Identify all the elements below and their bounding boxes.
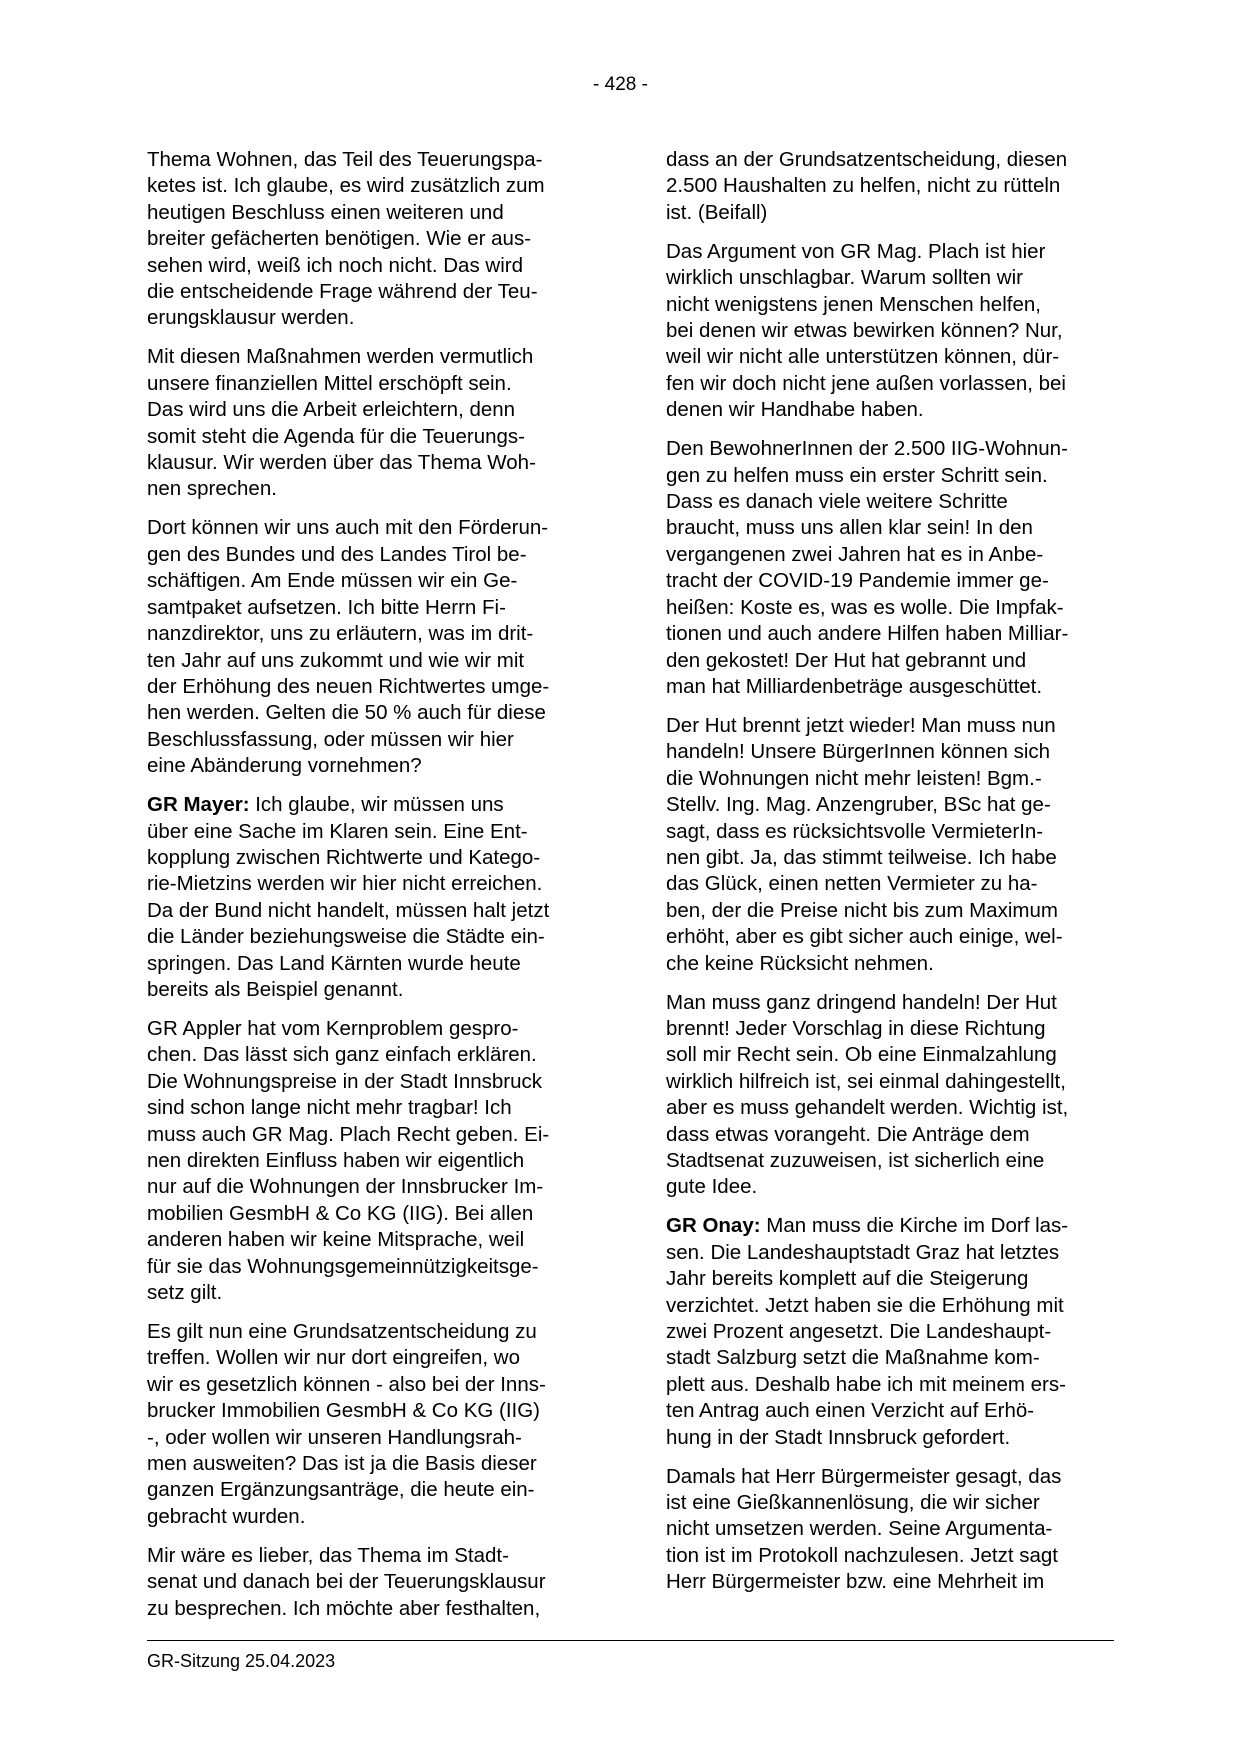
text-line: Dort können wir uns auch mit den Förderun- (147, 516, 549, 540)
text-line: Damals hat Herr Bürgermeister gesagt, das (666, 1464, 1062, 1488)
text-line: nen sprechen. (147, 477, 277, 501)
text-line: verzichtet. Jetzt haben sie die Erhöhung mit (666, 1293, 1064, 1317)
text-line: kopplung zwischen Richtwerte und Katego- (147, 845, 541, 869)
text-line: erungsklausur werden. (147, 306, 355, 330)
text-line: stadt Salzburg setzt die Maßnahme kom- (666, 1346, 1040, 1370)
paragraph (666, 239, 1129, 424)
text-line: zwei Prozent angesetzt. Die Landeshaupt- (666, 1320, 1052, 1344)
text-line: zu besprechen. Ich möchte aber festhalten, (147, 1596, 541, 1620)
text-line: tion ist im Protokoll nachzulesen. Jetzt sagt (666, 1543, 1058, 1567)
text-line: Es gilt nun eine Grundsatzentscheidung zu (147, 1320, 537, 1344)
text-line: senat und danach bei der Teuerungsklausur (147, 1570, 546, 1594)
text-line: nicht wenigstens jenen Menschen helfen, (666, 292, 1041, 316)
text-line: mobilien GesmbH & Co KG (IIG). Bei allen (147, 1201, 534, 1225)
footer-session-date: GR-Sitzung 25.04.2023 (147, 1651, 336, 1671)
text-line: Das wird uns die Arbeit erleichtern, denn (147, 398, 516, 422)
text-line: ben, der die Preise nicht bis zum Maximum (666, 898, 1058, 922)
paragraph (666, 1464, 1129, 1596)
text-line: Den BewohnerInnen der 2.500 IIG-Wohnun- (666, 437, 1068, 461)
text-line: samtpaket aufsetzen. Ich bitte Herrn Fi- (147, 595, 506, 619)
text-line: Herr Bürgermeister bzw. eine Mehrheit im (666, 1570, 1045, 1594)
text-line: -, oder wollen wir unseren Handlungsrah- (147, 1425, 522, 1449)
text-line: heutigen Beschluss einen weiteren und (147, 200, 504, 224)
text-line: dass an der Grundsatzentscheidung, diesen (666, 148, 1068, 171)
text-line: Mit diesen Maßnahmen werden vermutlich (147, 345, 534, 369)
text-line: chen. Das lässt sich ganz einfach erklären. (147, 1043, 537, 1067)
text-line: treffen. Wollen wir nur dort eingreifen, wo (147, 1346, 520, 1370)
text-line: unsere finanziellen Mittel erschöpft sein. (147, 371, 512, 395)
text-line: men ausweiten? Das ist ja die Basis dieser (147, 1452, 537, 1476)
text-line: wirklich unschlagbar. Warum sollten wir (666, 266, 1023, 290)
text-line: ist. (Beifall) (666, 200, 768, 224)
paragraph (147, 147, 610, 332)
text-line: soll mir Recht sein. Ob eine Einmalzahlung (666, 1043, 1057, 1067)
text-line: man hat Milliardenbeträge ausgeschüttet. (666, 674, 1043, 698)
text-line: Die Wohnungspreise in der Stadt Innsbruck (147, 1069, 543, 1093)
page-number: - 428 - (593, 74, 648, 95)
text-line: für sie das Wohnungsgemeinnützigkeitsge- (147, 1254, 539, 1278)
text-line: dass etwas vorangeht. Die Anträge dem (666, 1122, 1030, 1146)
text-line: braucht, muss uns allen klar sein! In den (666, 516, 1033, 540)
text-line: wirklich hilfreich ist, sei einmal dahingestellt, (666, 1069, 1066, 1093)
footer-divider (147, 1640, 1114, 1641)
text-line: ganzen Ergänzungsanträge, die heute ein- (147, 1478, 535, 1502)
text-line: klausur. Wir werden über das Thema Woh- (147, 451, 536, 475)
text-line: fen wir doch nicht jene außen vorlassen, bei (666, 371, 1066, 395)
text-line: gute Idee. (666, 1175, 758, 1199)
text-line: sind schon lange nicht mehr tragbar! Ich (147, 1096, 512, 1120)
text-line: Man muss ganz dringend handeln! Der Hut (666, 990, 1057, 1014)
text-line: brucker Immobilien GesmbH & Co KG (IIG) (147, 1399, 541, 1423)
text-line: nen direkten Einfluss haben wir eigentlich (147, 1149, 525, 1172)
text-line: nur auf die Wohnungen der Innsbrucker Im- (147, 1175, 544, 1199)
text-line: plett aus. Deshalb habe ich mit meinem ers- (666, 1372, 1066, 1396)
paragraph (147, 792, 610, 1003)
text-line: wir es gesetzlich können - also bei der Inns- (147, 1372, 546, 1396)
text-line: nicht umsetzen werden. Seine Argumenta- (666, 1517, 1053, 1541)
text-line: nen gibt. Ja, das stimmt teilweise. Ich habe (666, 845, 1057, 869)
text-line: springen. Das Land Kärnten wurde heute (147, 951, 521, 975)
text-line: Dass es danach viele weitere Schritte (666, 490, 1008, 514)
text-line: anderen haben wir keine Mitsprache, weil (147, 1228, 525, 1252)
text-line: Jahr bereits komplett auf die Steigerung (666, 1267, 1029, 1291)
text-line (666, 1213, 1129, 1239)
text-line: schäftigen. Am Ende müssen wir ein Ge- (147, 569, 518, 593)
text-line: hen werden. Gelten die 50 % auch für diese (147, 701, 546, 725)
text-line: Thema Wohnen, das Teil des Teuerungspa- (147, 148, 543, 171)
paragraph (147, 1543, 610, 1622)
text-line: tracht der COVID-19 Pandemie immer ge- (666, 569, 1049, 593)
text-line: rie-Mietzins werden wir hier nicht erreichen. (147, 872, 543, 896)
text-line: gen zu helfen muss ein erster Schritt sein. (666, 463, 1048, 487)
text-line: vergangenen zwei Jahren hat es in Anbe- (666, 542, 1044, 566)
text-line: die Länder beziehungsweise die Städte ein- (147, 925, 545, 949)
speech-text: Ich glaube, wir müssen uns (249, 793, 504, 817)
paragraph (666, 713, 1129, 977)
text-line: den gekostet! Der Hut hat gebrannt und (666, 648, 1027, 672)
text-line: Da der Bund nicht handelt, müssen halt jetzt (147, 898, 550, 922)
text-line: das Glück, einen netten Vermieter zu ha- (666, 872, 1038, 896)
paragraph (147, 515, 610, 779)
paragraph (147, 1016, 610, 1306)
text-line: Mir wäre es lieber, das Thema im Stadt- (147, 1543, 509, 1567)
paragraph (666, 436, 1129, 700)
text-line: ketes ist. Ich glaube, es wird zusätzlich zum (147, 174, 545, 198)
text-line: die Wohnungen nicht mehr leisten! Bgm.- (666, 766, 1042, 790)
text-line: Der Hut brennt jetzt wieder! Man muss nun (666, 713, 1056, 737)
text-line: che keine Rücksicht nehmen. (666, 951, 934, 975)
text-line: handeln! Unsere BürgerInnen können sich (666, 740, 1051, 764)
text-line: 2.500 Haushalten zu helfen, nicht zu rütteln (666, 174, 1061, 198)
text-line: eine Abänderung vornehmen? (147, 754, 422, 778)
speaker-name: GR Mayer: (147, 793, 250, 817)
text-line (147, 792, 610, 818)
text-line: sehen wird, weiß ich noch nicht. Das wird (147, 253, 523, 277)
text-line: gebracht wurden. (147, 1504, 306, 1528)
text-line: sagt, dass es rücksichtsvolle VermieterIn- (666, 819, 1044, 843)
text-line: tionen und auch andere Hilfen haben Milliar- (666, 622, 1069, 646)
speaker-name: GR Onay: (666, 1214, 761, 1238)
text-line: breiter gefächerten benötigen. Wie er aus- (147, 227, 532, 251)
text-line: ten Antrag auch einen Verzicht auf Erhö- (666, 1399, 1035, 1423)
text-line: nanzdirektor, uns zu erläutern, was im drit- (147, 622, 534, 646)
text-line: muss auch GR Mag. Plach Recht geben. Ei- (147, 1122, 550, 1146)
text-line: heißen: Koste es, was es wolle. Die Impfak- (666, 595, 1064, 619)
text-line: denen wir Handhabe haben. (666, 398, 924, 422)
text-line: bei denen wir etwas bewirken können? Nur, (666, 319, 1063, 343)
text-line: aber es muss gehandelt werden. Wichtig ist, (666, 1096, 1069, 1120)
text-line: der Erhöhung des neuen Richtwertes umge- (147, 674, 550, 698)
paragraph (666, 1213, 1129, 1451)
text-line: die entscheidende Frage während der Teu- (147, 280, 538, 304)
paragraph (147, 344, 610, 502)
right-column (666, 147, 1129, 1608)
text-line: brennt! Jeder Vorschlag in diese Richtung (666, 1016, 1046, 1040)
text-line: Stellv. Ing. Mag. Anzengruber, BSc hat ge- (666, 793, 1051, 817)
text-line: Beschlussfassung, oder müssen wir hier (147, 727, 514, 751)
paragraph (666, 147, 1129, 226)
text-line: sen. Die Landeshauptstadt Graz hat letztes (666, 1240, 1060, 1264)
speech-text: Man muss die Kirche im Dorf las- (760, 1214, 1069, 1238)
text-line: erhöht, aber es gibt sicher auch einige, wel- (666, 925, 1063, 949)
text-line: GR Appler hat vom Kernproblem gespro- (147, 1016, 519, 1040)
text-line: setz gilt. (147, 1281, 223, 1305)
paragraph (147, 1319, 610, 1530)
text-line: über eine Sache im Klaren sein. Eine Ent- (147, 819, 528, 843)
left-column (147, 147, 610, 1635)
text-line: somit steht die Agenda für die Teuerungs- (147, 424, 525, 448)
text-line: weil wir nicht alle unterstützen können, dür- (666, 345, 1060, 369)
text-line: Stadtsenat zuzuweisen, ist sicherlich eine (666, 1149, 1045, 1172)
text-line: bereits als Beispiel genannt. (147, 977, 404, 1001)
paragraph (666, 990, 1129, 1201)
text-line: hung in der Stadt Innsbruck gefordert. (666, 1425, 1011, 1449)
text-line: ten Jahr auf uns zukommt und wie wir mit (147, 648, 525, 672)
text-line: gen des Bundes und des Landes Tirol be- (147, 542, 527, 566)
text-line: ist eine Gießkannenlösung, die wir sicher (666, 1491, 1040, 1515)
text-line: Das Argument von GR Mag. Plach ist hier (666, 239, 1046, 263)
